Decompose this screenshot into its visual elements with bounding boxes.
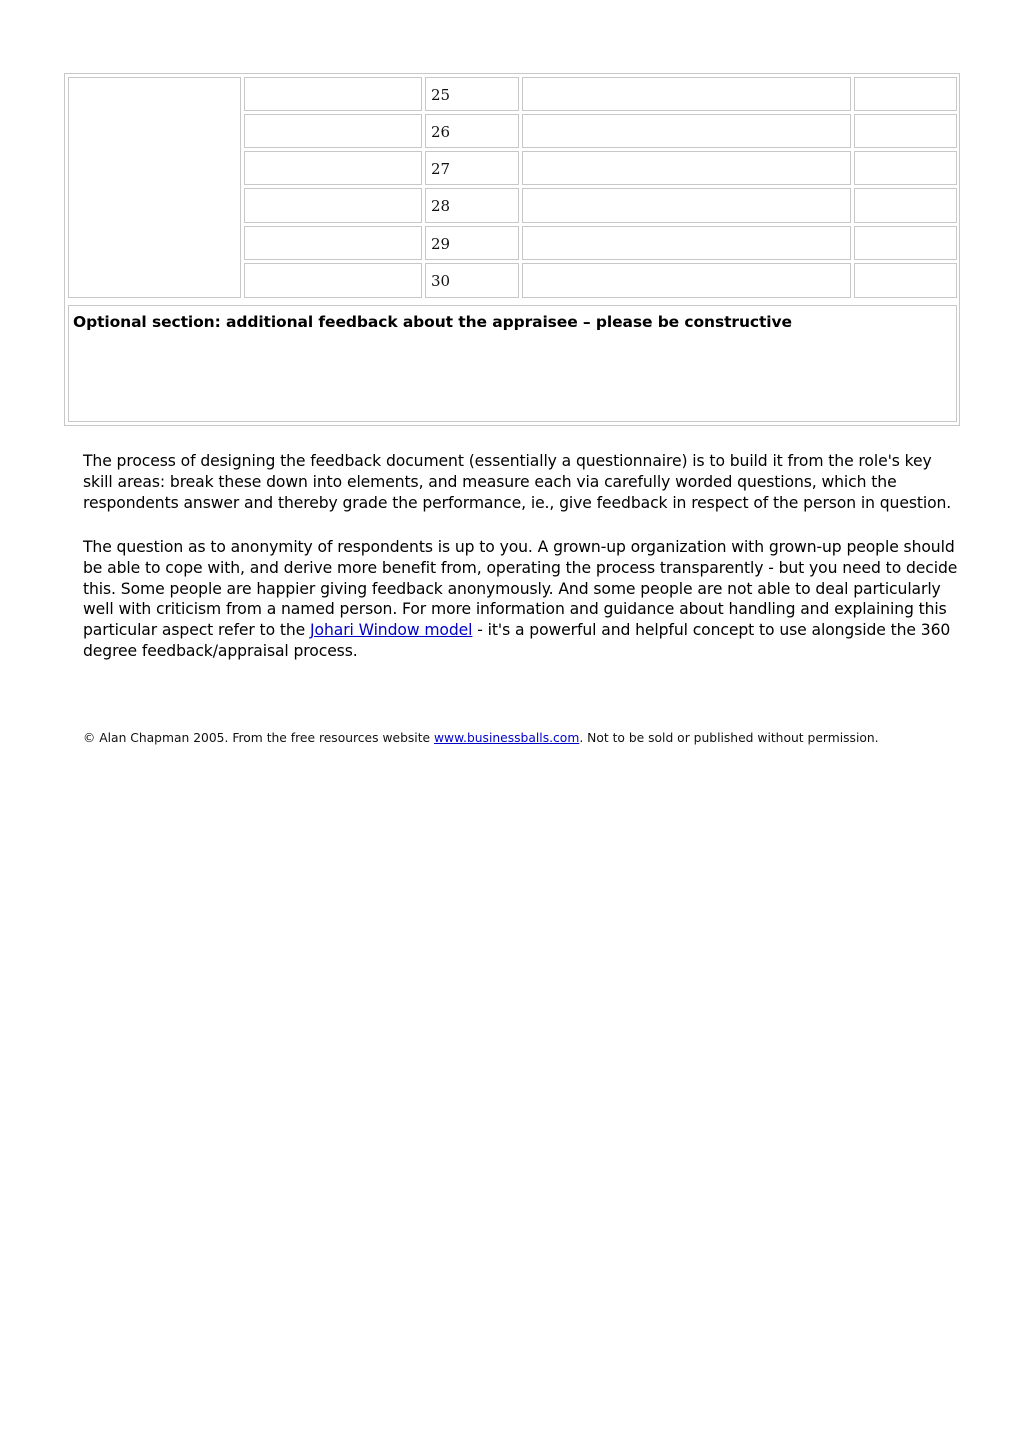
optional-section-title: Optional section: additional feedback about the appraisee – please be constructive [73, 313, 792, 331]
businessballs-link[interactable]: www.businessballs.com [434, 731, 580, 745]
table-cell-number: 30 [425, 263, 519, 298]
table-cell-skill [244, 263, 422, 298]
paragraph-text-start: The question as to anonymity of respondents is up to you. A grown-up organization with grown-up people should be able to cope with, and derive more benefit from, operating the process transparently - but you need to decide this. Some people are happier giving feedback anonymously. And some people are not able to deal particularly well with criticism from a named person. For more information and guidance about handling and explaining this particular aspect refer to the [83, 538, 958, 640]
table-cell-score [854, 114, 957, 148]
paragraph-text: The process of designing the feedback document (essentially a questionnaire) is to build it from the role's key skill areas: break these down into elements, and measure each via carefully worded questions, which the respondents answer and thereby grade the performance, ie., give feedback in respect of the person in question. [83, 452, 952, 512]
copyright-suffix: . Not to be sold or published without permission. [579, 731, 879, 745]
table-cell-question [522, 263, 851, 298]
table-cell-skill [244, 77, 422, 111]
table-cell-skill [244, 188, 422, 223]
table-cell-number: 29 [425, 226, 519, 260]
table-cell-number: 25 [425, 77, 519, 111]
johari-window-link[interactable]: Johari Window model [310, 621, 473, 640]
table-cell-question [522, 151, 851, 185]
table-cell-score [854, 188, 957, 223]
paragraph-anonymity [83, 537, 963, 662]
table-cell-category [68, 77, 241, 298]
table-cell-score [854, 77, 957, 111]
table-cell-question [522, 114, 851, 148]
optional-feedback-cell [68, 305, 957, 422]
table-cell-question [522, 188, 851, 223]
table-cell-skill [244, 114, 422, 148]
table-cell-question [522, 226, 851, 260]
table-cell-score [854, 263, 957, 298]
paragraph-text [83, 537, 963, 662]
table-cell-number: 27 [425, 151, 519, 185]
paragraph-text-end: - it's a powerful and helpful concept to use alongside the 360 degree feedback/appraisal process. [83, 621, 951, 660]
table-cell-score [854, 226, 957, 260]
table-cell-score [854, 151, 957, 185]
table-cell-number: 28 [425, 188, 519, 223]
paragraph-designing-feedback [83, 451, 963, 513]
table-cell-number: 26 [425, 114, 519, 148]
table-cell-question [522, 77, 851, 111]
copyright-text: © Alan Chapman 2005. From the free resources website [83, 731, 434, 745]
table-cell-skill [244, 151, 422, 185]
copyright-footer [83, 731, 879, 745]
table-cell-skill [244, 226, 422, 260]
